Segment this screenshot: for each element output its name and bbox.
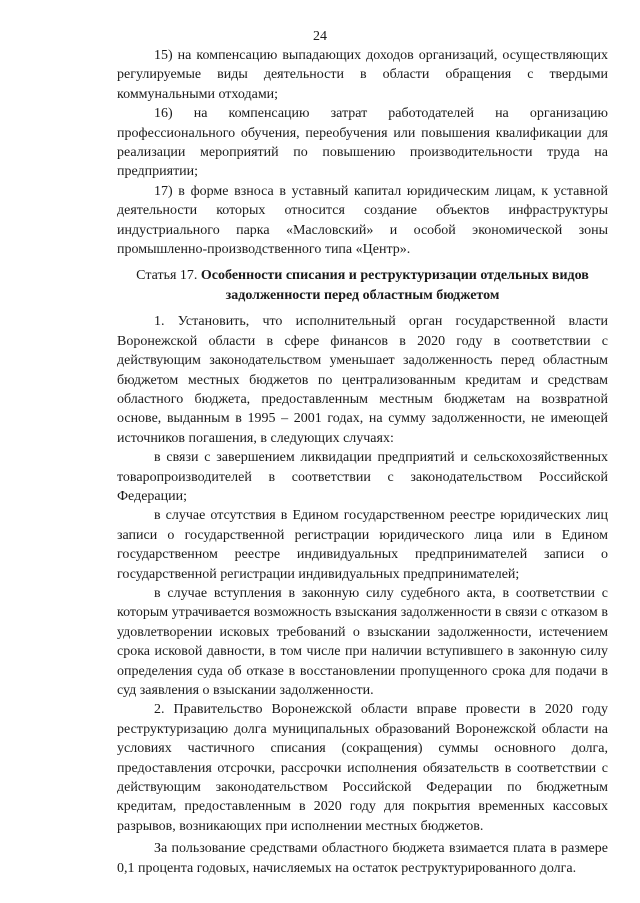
list-item-17: 17) в форме взноса в уставный капитал юридическим лицам, к уставной деятельности которых относится создание объектов инфраструктуры индустриального парка «Масловский» и особой экономической зоны промышленно-производственного типа «Центр». — [117, 183, 608, 258]
article-label: Статья 17. — [136, 268, 198, 284]
clause-2: 2. Правительство Воронежской области вправе провести в 2020 году реструктуризацию долга муниципальных образований Воронежской области на условиях частичного списания (сокращения) суммы основного долга, предоставления отсрочки, рассрочки исполнения обязательств в соответствии с действующим законодательством Российской Федерации по бюджетным кредитам, предоставленным в 2020 году для покрытия временных кассовых разрывов, возникающих при исполнении местных бюджетов. — [117, 702, 608, 834]
clause-1-case-liquidation: в связи с завершением ликвидации предприятий и сельскохозяйственных товаропроизводителей в соответствии с законодательством Российской Федерации; — [117, 450, 608, 504]
clause-2-fee: За пользование средствами областного бюджета взимается плата в размере 0,1 процента годовых, начисляемых на остаток реструктурированного долга. — [117, 841, 608, 876]
clause-1-case-court: в случае вступления в законную силу судебного акта, в соответствии с которым утрачивается возможность взыскания задолженности в связи с отказом в удовлетворении исковых требований о взыскании задолженности, истечением срока исковой давности, в том числе при наличии вступившего в законную силу определения суда об отказе в восстановлении пропущенного срока для подачи в суд заявления о взыскании задолженности. — [117, 585, 608, 698]
document-body — [117, 46, 608, 878]
list-item-15: 15) на компенсацию выпадающих доходов организаций, осуществляющих регулируемые виды деятельности в области обращения с твердыми коммунальными отходами; — [117, 48, 608, 102]
page-number: 24 — [313, 29, 327, 44]
clause-1-case-registry: в случае отсутствия в Едином государственном реестре юридических лиц записи о государственной регистрации юридического лица или в Едином государственном реестре индивидуальных предпринимателей записи о государственной регистрации индивидуальных предпринимателей; — [117, 508, 608, 582]
article-heading — [117, 266, 608, 305]
article-title: Особенности списания и реструктуризации отдельных видов задолженности перед областным бюджетом — [200, 268, 589, 303]
list-item-16: 16) на компенсацию затрат работодателей на организацию профессионального обучения, переобучения или повышения квалификации для реализации мероприятий по повышению производительности труда на предприятии; — [117, 106, 608, 180]
clause-1-intro: 1. Установить, что исполнительный орган государственной власти Воронежской области в сфере финансов в 2020 году в соответствии с действующим законодательством уменьшает задолженность перед областным бюджетом местных бюджетов по централизованным кредитам и средствам областного бюджета, предоставленным местным бюджетам на возвратной основе, выданным в 1995 – 2001 годах, на сумму задолженности, не имеющей источников погашения, в следующих случаях: — [117, 314, 608, 446]
